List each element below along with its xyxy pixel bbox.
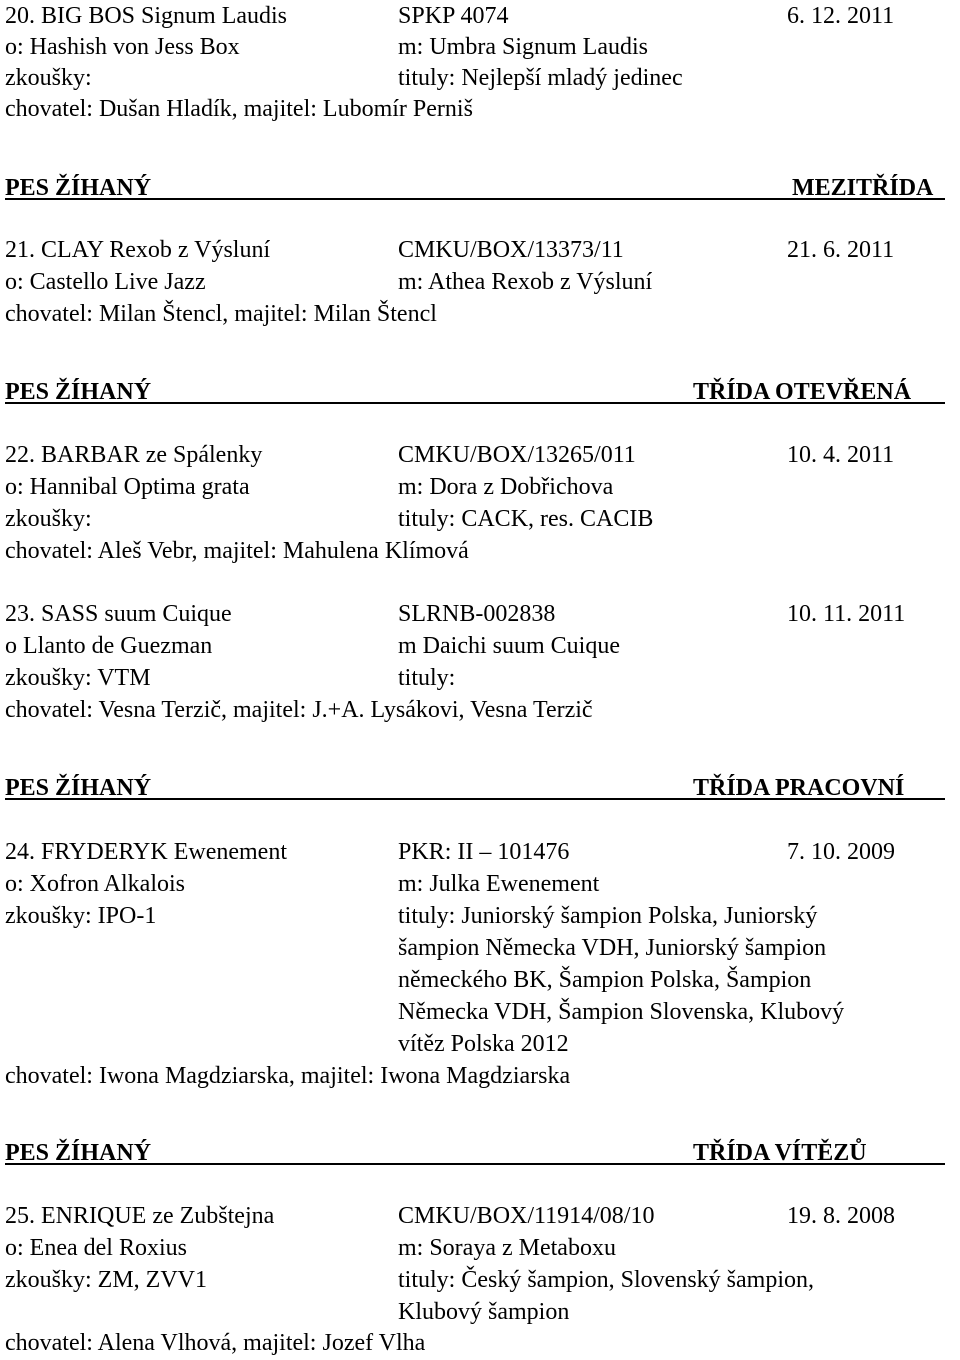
entry-name: 25. ENRIQUE ze Zubštejna — [5, 1203, 275, 1229]
entry-date: 7. 10. 2009 — [787, 839, 895, 865]
entry-titles: tituly: Český šampion, Slovenský šampion, — [398, 1267, 815, 1293]
entry-registration: CMKU/BOX/13265/011 — [398, 442, 636, 468]
entry-date: 10. 11. 2011 — [787, 601, 906, 627]
entry-titles: tituly: Juniorský šampion Polska, Juniorský — [398, 903, 818, 929]
entry-titles-continued: Klubový šampion — [398, 1299, 570, 1325]
entry-father: o: Hashish von Jess Box — [5, 34, 240, 60]
entry-date: 6. 12. 2011 — [787, 3, 895, 29]
entry-titles-continued: Německa VDH, Šampion Slovenska, Klubový — [398, 999, 845, 1025]
section-header-trida-vitezu — [5, 1137, 945, 1169]
section-header-left: PES ŽÍHANÝ — [5, 775, 152, 801]
entry-exams: zkoušky: — [5, 506, 92, 532]
entry-titles-continued: německého BK, Šampion Polska, Šampion — [398, 967, 812, 993]
entry-name: 20. BIG BOS Signum Laudis — [5, 3, 288, 29]
entry-titles-continued: šampion Německa VDH, Juniorský šampion — [398, 935, 827, 961]
entry-date: 19. 8. 2008 — [787, 1203, 895, 1229]
entry-mother: m: Julka Ewenement — [398, 871, 600, 897]
entry-mother: m Daichi suum Cuique — [398, 633, 620, 659]
entry-name: 23. SASS suum Cuique — [5, 601, 232, 627]
entry-mother: m: Soraya z Metaboxu — [398, 1235, 616, 1261]
entry-father: o: Enea del Roxius — [5, 1235, 187, 1261]
entry-breeder-owner: chovatel: Iwona Magdziarska, majitel: Iwona Magdziarska — [5, 1063, 571, 1089]
entry-date: 21. 6. 2011 — [787, 237, 895, 263]
entry-exams: zkoušky: — [5, 65, 92, 91]
section-header-right: MEZITŘÍDA — [792, 175, 934, 201]
section-header-trida-otevrena — [5, 376, 945, 408]
entry-exams: zkoušky: ZM, ZVV1 — [5, 1267, 207, 1293]
section-header-trida-pracovni — [5, 772, 945, 804]
entry-titles: tituly: — [398, 665, 456, 691]
entry-breeder-owner: chovatel: Vesna Terzič, majitel: J.+A. Lysákovi, Vesna Terzič — [5, 697, 593, 723]
entry-mother: m: Athea Rexob z Výsluní — [398, 269, 653, 295]
section-header-left: PES ŽÍHANÝ — [5, 1140, 152, 1166]
entry-name: 21. CLAY Rexob z Výsluní — [5, 237, 271, 263]
section-header-left: PES ŽÍHANÝ — [5, 379, 152, 405]
entry-breeder-owner: chovatel: Aleš Vebr, majitel: Mahulena Klímová — [5, 538, 469, 564]
entry-name: 22. BARBAR ze Spálenky — [5, 442, 263, 468]
entry-father: o: Xofron Alkalois — [5, 871, 185, 897]
entry-breeder-owner: chovatel: Alena Vlhová, majitel: Jozef Vlha — [5, 1330, 426, 1356]
entry-exams: zkoušky: VTM — [5, 665, 151, 691]
entry-titles: tituly: Nejlepší mladý jedinec — [398, 65, 683, 91]
entry-breeder-owner: chovatel: Dušan Hladík, majitel: Lubomír Perniš — [5, 96, 473, 122]
entry-mother: m: Umbra Signum Laudis — [398, 34, 648, 60]
section-header-right: TŘÍDA OTEVŘENÁ — [693, 379, 912, 405]
entry-registration: SLRNB-002838 — [398, 601, 556, 627]
section-header-mezitrida — [5, 172, 945, 204]
entry-registration: PKR: II – 101476 — [398, 839, 570, 865]
section-header-left: PES ŽÍHANÝ — [5, 175, 152, 201]
entry-titles-continued: vítěz Polska 2012 — [398, 1031, 569, 1057]
section-header-right: TŘÍDA VÍTĚZŮ — [693, 1140, 867, 1166]
entry-date: 10. 4. 2011 — [787, 442, 895, 468]
entry-mother: m: Dora z Dobřichova — [398, 474, 614, 500]
entry-father: o: Hannibal Optima grata — [5, 474, 250, 500]
entry-registration: SPKP 4074 — [398, 3, 509, 29]
entry-titles: tituly: CACK, res. CACIB — [398, 506, 654, 532]
entry-breeder-owner: chovatel: Milan Štencl, majitel: Milan Štencl — [5, 301, 437, 327]
entry-father: o: Castello Live Jazz — [5, 269, 206, 295]
entry-name: 24. FRYDERYK Ewenement — [5, 839, 287, 865]
entry-exams: zkoušky: IPO-1 — [5, 903, 157, 929]
section-header-right: TŘÍDA PRACOVNÍ — [693, 775, 905, 801]
entry-father: o Llanto de Guezman — [5, 633, 213, 659]
entry-registration: CMKU/BOX/13373/11 — [398, 237, 624, 263]
entry-registration: CMKU/BOX/11914/08/10 — [398, 1203, 655, 1229]
